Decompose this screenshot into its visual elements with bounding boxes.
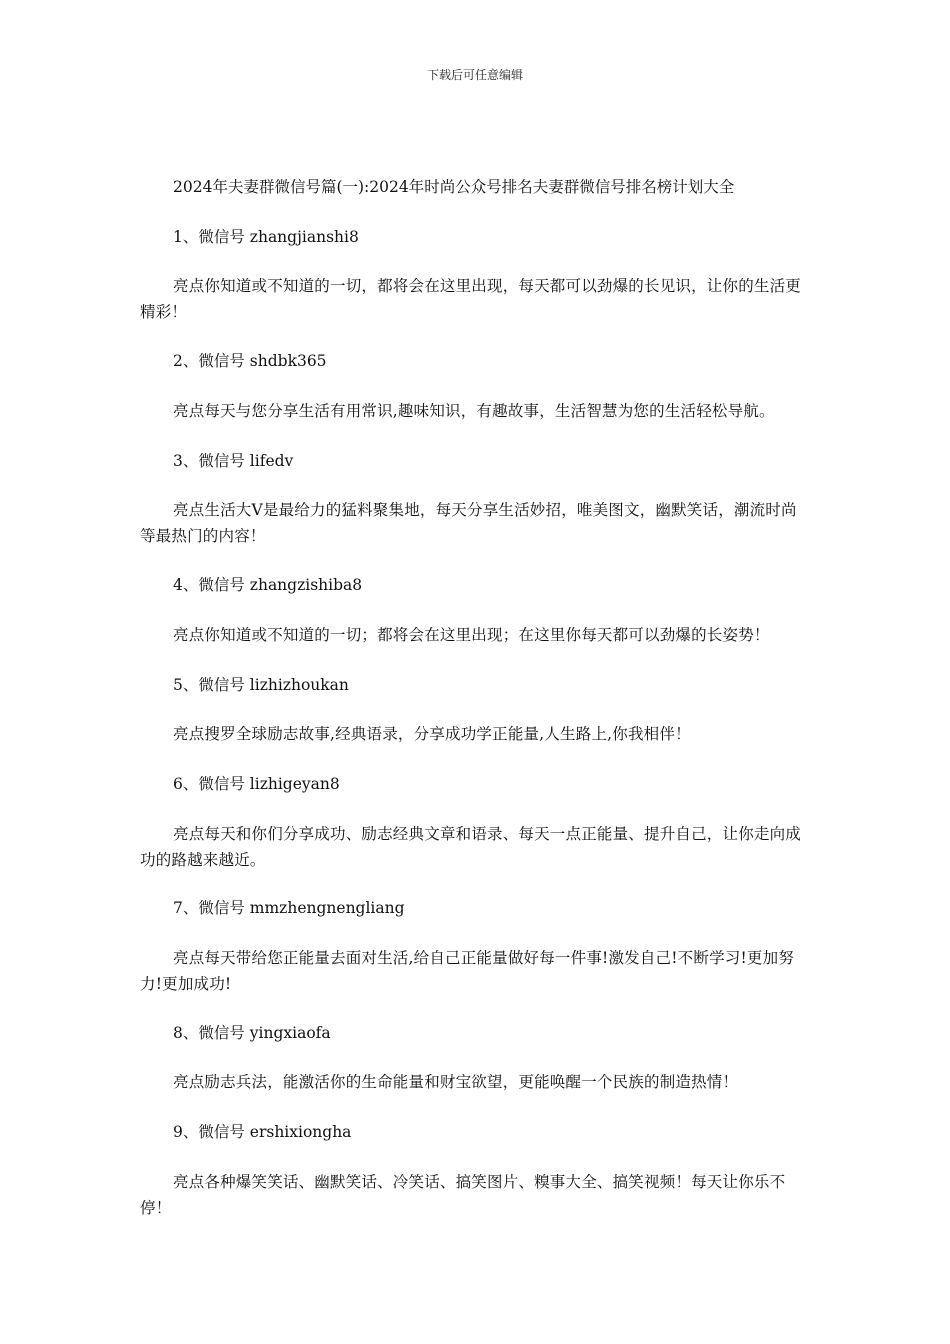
entry-description: 亮点你知道或不知道的一切，都将会在这里出现，每天都可以劲爆的长见识，让你的生活更精彩！ [140, 277, 802, 321]
entry-description: 亮点各种爆笑笑话、幽默笑话、冷笑话、搞笑图片、糗事大全、搞笑视频！每天让你乐不停！ [140, 1173, 786, 1217]
entry-description: 亮点每天与您分享生活有用常识,趣味知识，有趣故事，生活智慧为您的生活轻松导航。 [173, 402, 775, 420]
entry-description: 亮点每天带给您正能量去面对生活,给自己正能量做好每一件事!激发自己!不断学习!更加努力!更加成功! [140, 949, 795, 993]
entry-heading: 5、微信号 lizhizhoukan [173, 676, 349, 694]
entry-description: 亮点生活大V是最给力的猛料聚集地，每天分享生活妙招，唯美图文，幽默笑话，潮流时尚等最热门的内容！ [140, 501, 797, 545]
entry-heading: 2、微信号 shdbk365 [173, 352, 327, 370]
entry-heading: 4、微信号 zhangzishiba8 [173, 576, 363, 594]
entry-heading: 6、微信号 lizhigeyan8 [173, 775, 340, 793]
document-title: 2024年夫妻群微信号篇(一):2024年时尚公众号排名夫妻群微信号排名榜计划大全 [173, 178, 735, 196]
entry-description: 亮点搜罗全球励志故事,经典语录，分享成功学正能量,人生路上,你我相伴！ [173, 725, 691, 743]
entry-heading: 1、微信号 zhangjianshi8 [173, 228, 359, 246]
entry-heading: 3、微信号 lifedv [173, 452, 294, 470]
page-header-note: 下载后可任意编辑 [426, 68, 523, 82]
entry-description: 亮点励志兵法，能激活你的生命能量和财宝欲望，更能唤醒一个民族的制造热情！ [173, 1073, 739, 1091]
entry-description: 亮点每天和你们分享成功、励志经典文章和语录、每天一点正能量、提升自己，让你走向成功的路越来越近。 [140, 825, 802, 869]
entry-heading: 7、微信号 mmzhengnengliang [173, 899, 405, 917]
entry-heading: 9、微信号 ershixiongha [173, 1123, 352, 1141]
entry-description: 亮点你知道或不知道的一切；都将会在这里出现；在这里你每天都可以劲爆的长姿势！ [173, 626, 770, 644]
entry-heading: 8、微信号 yingxiaofa [173, 1024, 331, 1042]
